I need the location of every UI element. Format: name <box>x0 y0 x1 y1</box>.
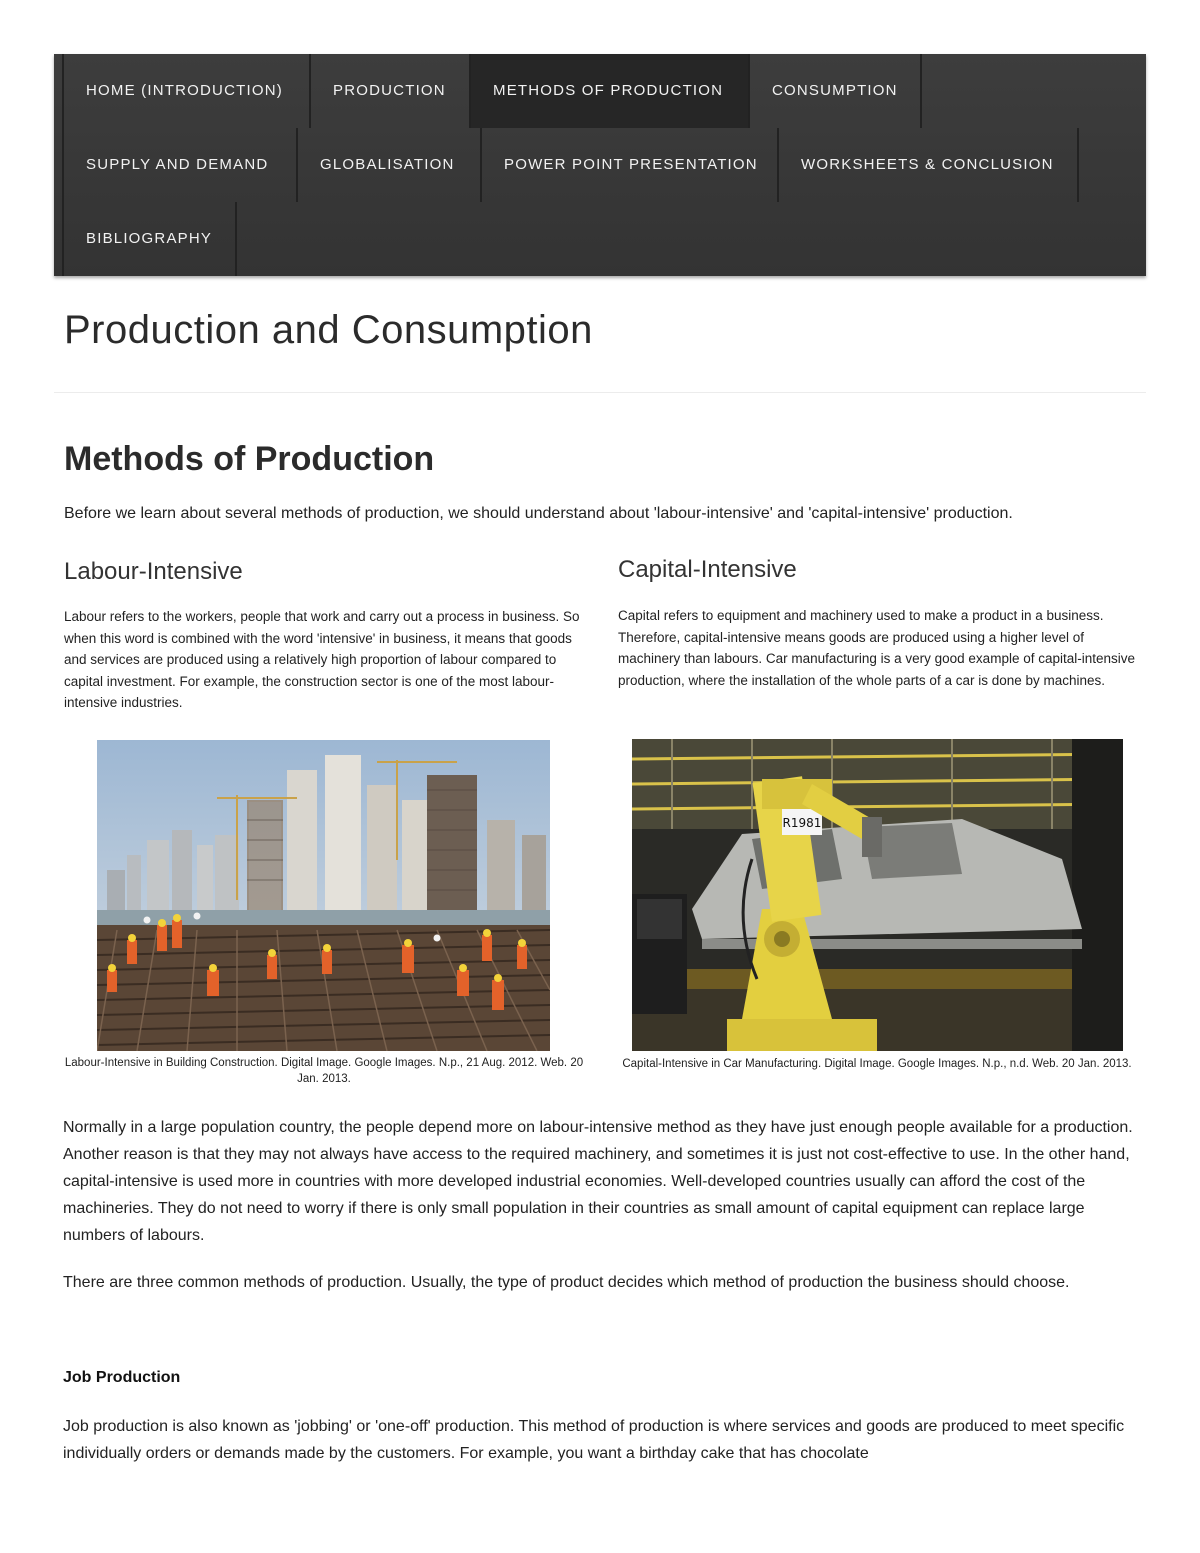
site-title[interactable]: Production and Consumption <box>64 308 593 352</box>
main-navigation <box>54 54 1146 276</box>
labour-intensive-text: Labour refers to the workers, people that work and carry out a process in business. So when this word is combined with the word 'intensive' in business, it means that goods and services are produced using a relatively high proportion of labour compared to capital investment. For example, the construction sector is one of the most labour-intensive industries. <box>64 609 580 710</box>
intro-text: Before we learn about several methods of production, we should understand about 'labour-intensive' and 'capital-intensive' production. <box>64 505 1013 522</box>
labour-intensive-caption: Labour-Intensive in Building Construction. Digital Image. Google Images. N.p., 21 Aug. 2012. Web. 20 Jan. 2013. <box>64 1057 584 1085</box>
title-divider <box>54 392 1146 393</box>
three-methods-paragraph: There are three common methods of production. Usually, the type of product decides which method of production the business should choose. <box>63 1274 1070 1291</box>
labour-intensive-heading: Labour-Intensive <box>64 558 243 585</box>
nav-item-home[interactable]: HOME (INTRODUCTION) <box>62 54 309 128</box>
job-production-heading: Job Production <box>63 1369 181 1386</box>
population-paragraph: Normally in a large population country, the people depend more on labour-intensive method as they have just enough people available for a production. Another reason is that they may not always have access to the required machinery, and sometimes it is just not cost-effective to use. In the other hand, capital-intensive is used more in countries with more developed industrial economies. Well-developed countries usually can afford the cost of the machineries. They do not need to worry if there is only small population in their countries as small amount of capital equipment can replace large numbers of labours. <box>63 1119 1133 1244</box>
capital-intensive-caption: Capital-Intensive in Car Manufacturing. Digital Image. Google Images. N.p., n.d. Web. 20 Jan. 2013. <box>622 1058 1132 1070</box>
capital-intensive-heading: Capital-Intensive <box>618 556 797 583</box>
nav-item-worksheets[interactable]: WORKSHEETS & CONCLUSION <box>777 128 1079 202</box>
capital-intensive-text: Capital refers to equipment and machinery used to make a product in a business. Therefore, capital-intensive means goods are produced using a higher level of machinery than labours. Car manufacturing is a very good example of capital-intensive production, where the installation of the whole parts of a car is done by machines. <box>618 608 1136 688</box>
job-production-text: Job production is also known as 'jobbing' or 'one-off' production. This method of production is where services and goods are produced to meet specific individually orders or demands made by the customers. For example, you want a birthday cake that has chocolate <box>63 1418 1125 1462</box>
robot-label: R1981 <box>782 816 822 830</box>
nav-item-production[interactable]: PRODUCTION <box>309 54 469 128</box>
construction-workers-photo <box>97 740 550 1051</box>
page-heading: Methods of Production <box>64 440 435 478</box>
nav-item-power-point[interactable]: POWER POINT PRESENTATION <box>480 128 777 202</box>
nav-item-bibliography[interactable]: BIBLIOGRAPHY <box>62 202 237 276</box>
car-factory-robot-photo <box>632 739 1123 1051</box>
nav-item-supply-and-demand[interactable]: SUPPLY AND DEMAND <box>62 128 296 202</box>
nav-item-globalisation[interactable]: GLOBALISATION <box>296 128 480 202</box>
nav-item-consumption[interactable]: CONSUMPTION <box>748 54 922 128</box>
nav-item-methods-of-production[interactable]: METHODS OF PRODUCTION <box>469 54 748 128</box>
